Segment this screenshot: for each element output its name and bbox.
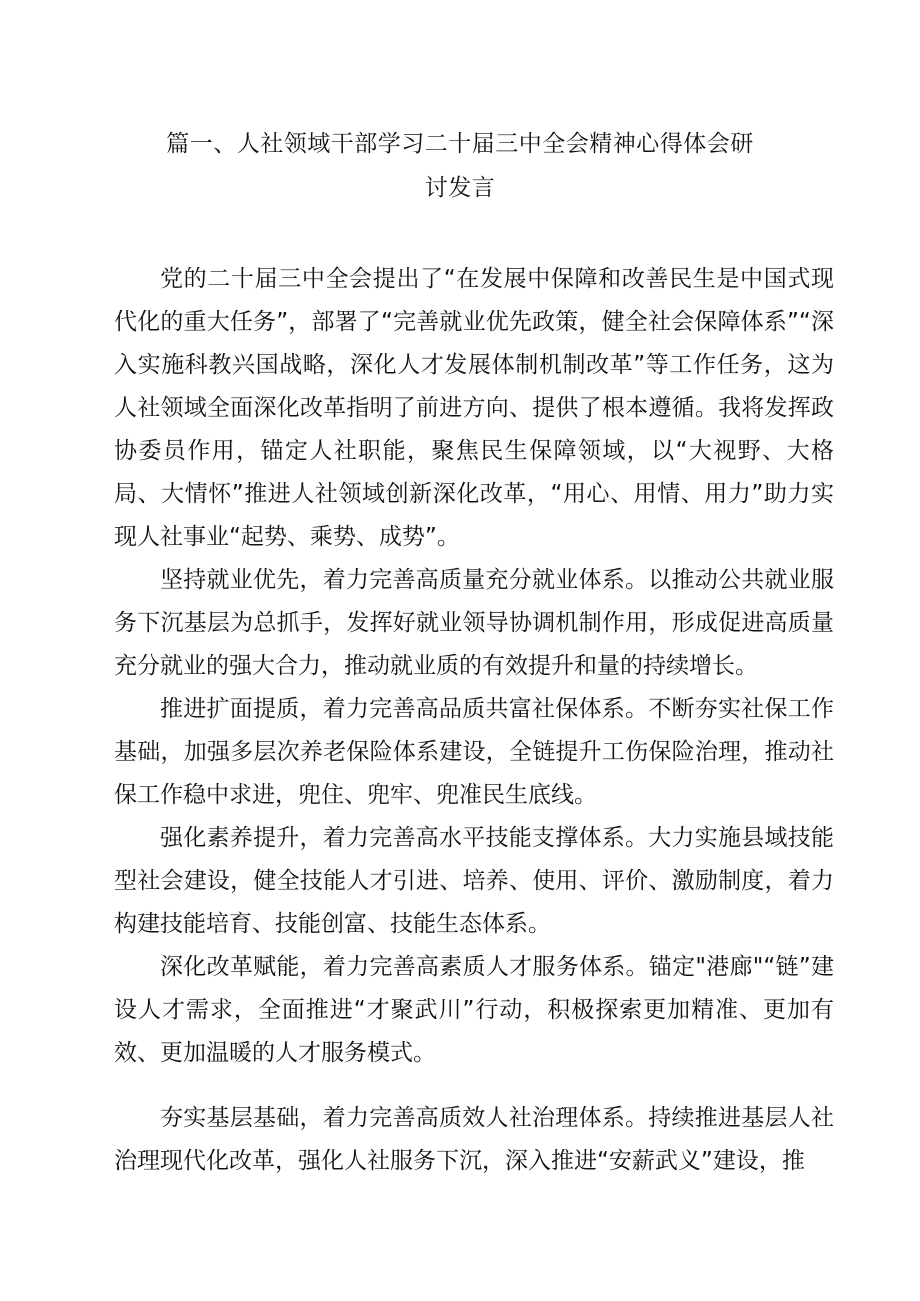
- document-title-line-2: 讨发言: [424, 175, 496, 201]
- document-title-line-1: 篇一、人社领域干部学习二十届三中全会精神心得体会研: [166, 131, 754, 157]
- document-body: [114, 258, 834, 1183]
- paragraph-social-security: 推进扩面提质，着力完善高品质共富社保体系。不断夯实社保工作基础，加强多层次养老保险体系建设，全链提升工伤保险治理，推动社保工作稳中求进，兜住、兜牢、兜准民生底线。: [114, 696, 834, 808]
- paragraph-talent: 深化改革赋能，着力完善高素质人才服务体系。锚定"港廊"“链”建设人才需求，全面推进“才聚武川”行动，积极探索更加精准、更加有效、更加温暖的人才服务模式。: [114, 954, 834, 1066]
- paragraph-governance: 夯实基层基础，着力完善高质效人社治理体系。持续推进基层人社治理现代化改革，强化人社服务下沉，深入推进“安薪武义”建设，推: [114, 1105, 834, 1174]
- paragraph-employment: 坚持就业优先，着力完善高质量充分就业体系。以推动公共就业服务下沉基层为总抓手，发挥好就业领导协调机制作用，形成促进高质量充分就业的强大合力，推动就业质的有效提升和量的持续增长。: [114, 567, 834, 679]
- paragraph-intro: 党的二十届三中全会提出了“在发展中保障和改善民生是中国式现代化的重大任务”，部署了“完善就业优先政策，健全社会保障体系”“深入实施科教兴国战略，深化人才发展体制机制改革”等工作任务，这为人社领域全面深化改革指明了前进方向、提供了根本遵循。我将发挥政协委员作用，锚定人社职能，聚焦民生保障领域，以“大视野、大格局、大情怀”推进人社领域创新深化改革，“用心、用情、用力”助力实现人社事业“起势、乘势、成势”。: [114, 266, 834, 550]
- paragraph-skills: 强化素养提升，着力完善高水平技能支撑体系。大力实施县域技能型社会建设，健全技能人才引进、培养、使用、评价、激励制度，着力构建技能培育、技能创富、技能生态体系。: [114, 825, 834, 937]
